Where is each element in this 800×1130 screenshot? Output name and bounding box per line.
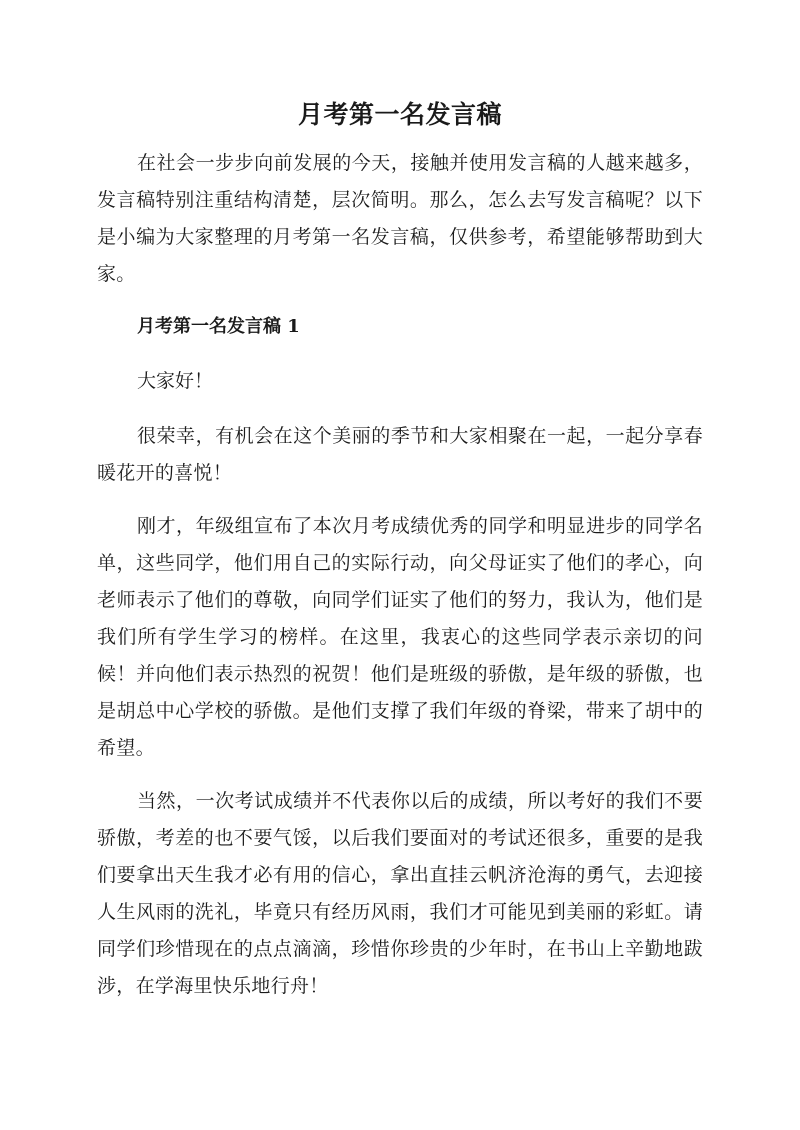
- body-paragraph-3: 当然，一次考试成绩并不代表你以后的成绩，所以考好的我们不要骄傲，考差的也不要气馁，以后我们要面对的考试还很多，重要的是我们要拿出天生我才必有用的信心，拿出直挂云帆济沧海的勇气，去迎接人生风雨的洗礼，毕竟只有经历风雨，我们才可能见到美丽的彩虹。请同学们珍惜现在的点点滴滴，珍惜你珍贵的少年时，在书山上辛勤地跋涉，在学海里快乐地行舟！: [97, 790, 703, 997]
- body-paragraph-2: 刚才，年级组宣布了本次月考成绩优秀的同学和明显进步的同学名单，这些同学，他们用自己的实际行动，向父母证实了他们的孝心，向老师表示了他们的尊敬，向同学们证实了他们的努力，我认为，他们是我们所有学生学习的榜样。在这里，我衷心的这些同学表示亲切的问候！并向他们表示热烈的祝贺！他们是班级的骄傲，是年级的骄傲，也是胡总中心学校的骄傲。是他们支撑了我们年级的脊梁，带来了胡中的希望。: [97, 515, 703, 759]
- section-heading: 月考第一名发言稿 1: [137, 316, 300, 337]
- body-paragraph-1: 很荣幸，有机会在这个美丽的季节和大家相聚在一起，一起分享春暖花开的喜悦！: [97, 425, 703, 484]
- greeting-line: 大家好！: [137, 370, 214, 392]
- intro-paragraph: 在社会一步步向前发展的今天，接触并使用发言稿的人越来越多，发言稿特别注重结构清楚，层次简明。那么，怎么去写发言稿呢？以下是小编为大家整理的月考第一名发言稿，仅供参考，希望能够帮助到大家。: [97, 152, 703, 285]
- document-page: [97, 96, 703, 1021]
- document-title: 月考第一名发言稿: [297, 100, 502, 129]
